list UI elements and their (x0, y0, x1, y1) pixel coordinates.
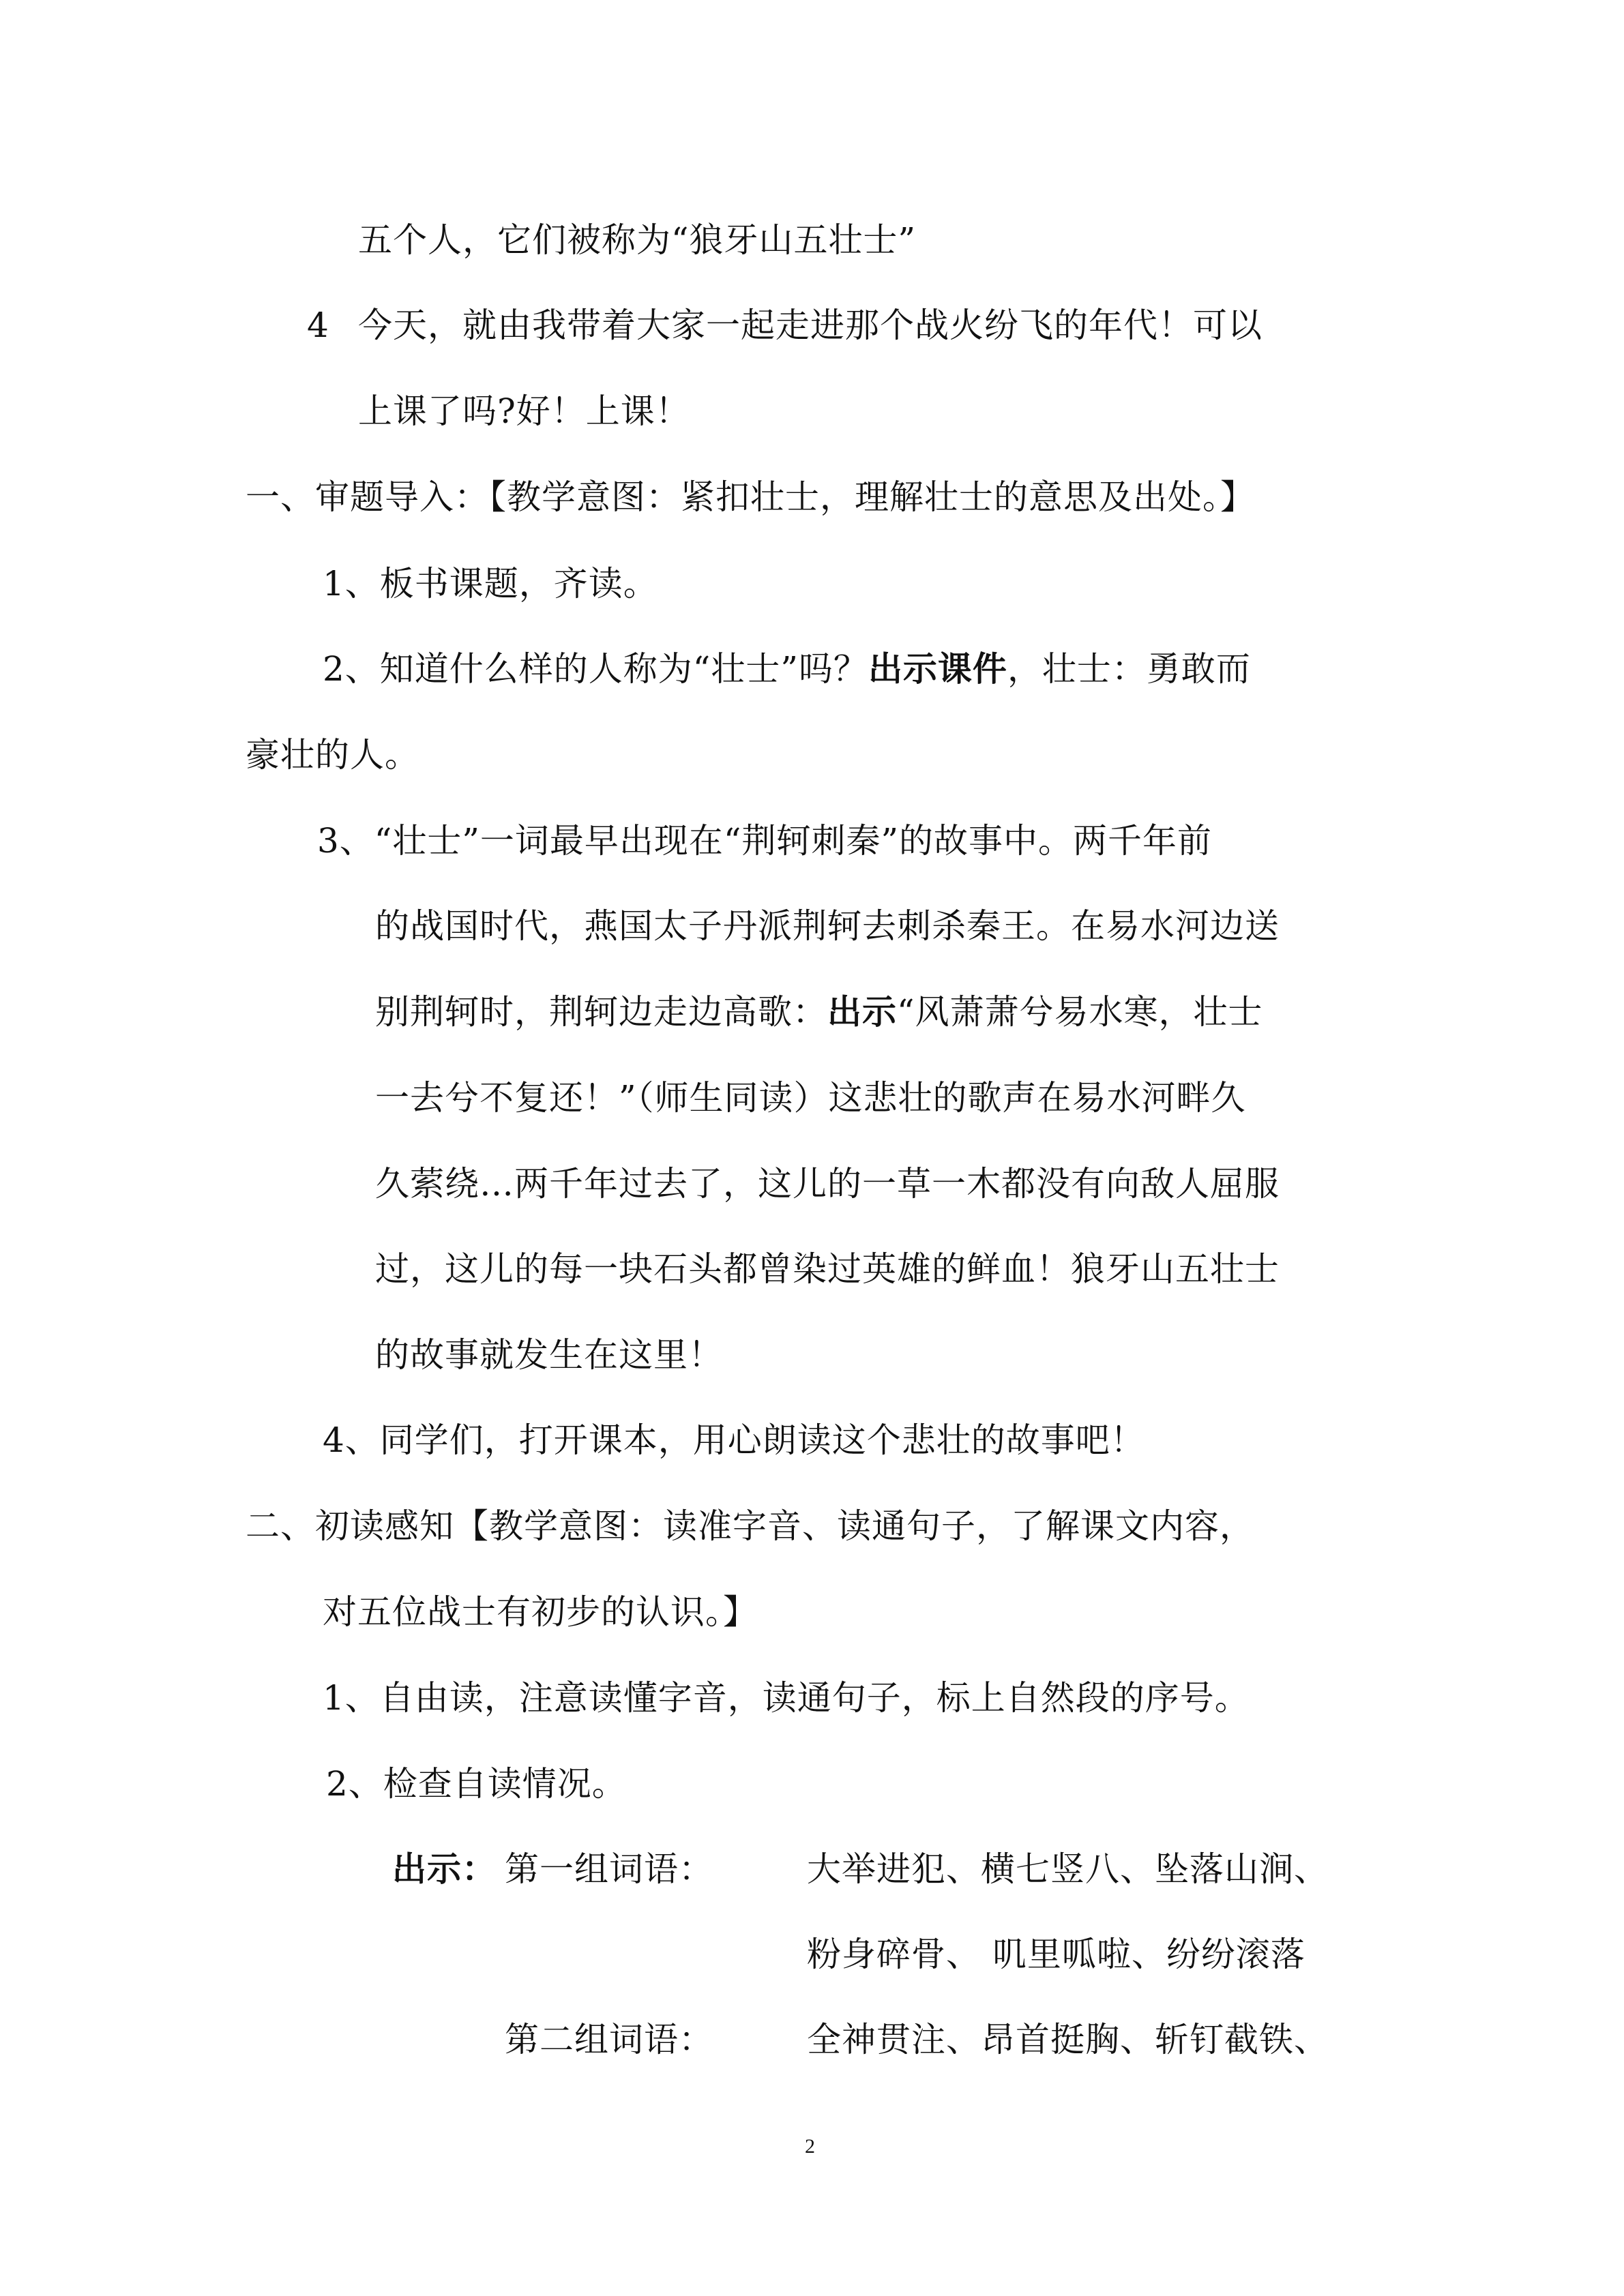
text-span: ，壮士：勇敢而 (1007, 649, 1251, 689)
text-line-10 (375, 992, 1263, 1032)
text-line-2: 今天，就由我带着大家一起走进那个战火纷飞的年代！可以 (358, 305, 1263, 345)
word-group-1-label: 第一组词语： (505, 1849, 713, 1889)
page-number: 2 (805, 2135, 815, 2158)
text-line-1: 五个人，它们被称为“狼牙山五壮士” (358, 220, 917, 260)
text-line-3: 上课了吗?好！上课！ (358, 391, 690, 431)
section-heading-1: 一、审题导入：【教学意图：紧扣壮士，理解壮士的意思及出处。】 (246, 477, 1255, 517)
text-span: 别荆轲时，荆轲边走边高歌： (375, 992, 827, 1032)
text-line-5: 1、板书课题，齐读。 (323, 564, 658, 603)
word-group-1-line-1: 大举进犯、横七竖八、坠落山涧、 (807, 1849, 1329, 1889)
text-line-13: 过，这儿的每一块石头都曾染过英雄的鲜血！狼牙山五壮士 (375, 1249, 1280, 1289)
text-line-15: 4、同学们，打开课本，用心朗读这个悲壮的故事吧！ (323, 1420, 1145, 1460)
text-line-17: 对五位战士有初步的认识。】 (323, 1592, 758, 1632)
item-number-4: 4 (307, 305, 329, 345)
text-line-18: 1、自由读，注意读懂字音，读通句子，标上自然段的序号。 (323, 1678, 1250, 1718)
text-line-19: 2、检查自读情况。 (326, 1764, 627, 1804)
bold-text-span: 出示 (827, 992, 897, 1032)
text-line-9: 的战国时代，燕国太子丹派荆轲去刺杀秦王。在易水河边送 (375, 906, 1280, 946)
word-group-1-line-2: 粉身碎骨、 叽里呱啦、纷纷滚落 (807, 1935, 1305, 1974)
text-line-8: 3、“壮士”一词最早出现在“荆轲刺秦”的故事中。两千年前 (317, 821, 1213, 861)
text-line-7: 豪壮的人。 (246, 735, 419, 775)
text-span: “风萧萧兮易水寒，壮士 (897, 992, 1263, 1032)
word-group-2-line-1: 全神贯注、昂首挺胸、斩钉截铁、 (807, 2020, 1329, 2059)
text-line-6 (323, 648, 1251, 689)
show-label: 出示： (392, 1849, 497, 1889)
word-group-2-label: 第二组词语： (505, 2020, 713, 2059)
text-span: 2、知道什么样的人称为“壮士”吗？ (323, 649, 868, 689)
section-heading-2: 二、初读感知【教学意图：读准字音、读通句子，了解课文内容， (246, 1506, 1254, 1546)
text-line-14: 的故事就发生在这里！ (375, 1335, 723, 1375)
text-line-11: 一去兮不复还！”（师生同读）这悲壮的歌声在易水河畔久 (375, 1078, 1246, 1118)
bold-text-span: 出示课件 (868, 648, 1007, 689)
text-line-12: 久萦绕…两千年过去了，这儿的一草一木都没有向敌人屈服 (375, 1164, 1280, 1204)
